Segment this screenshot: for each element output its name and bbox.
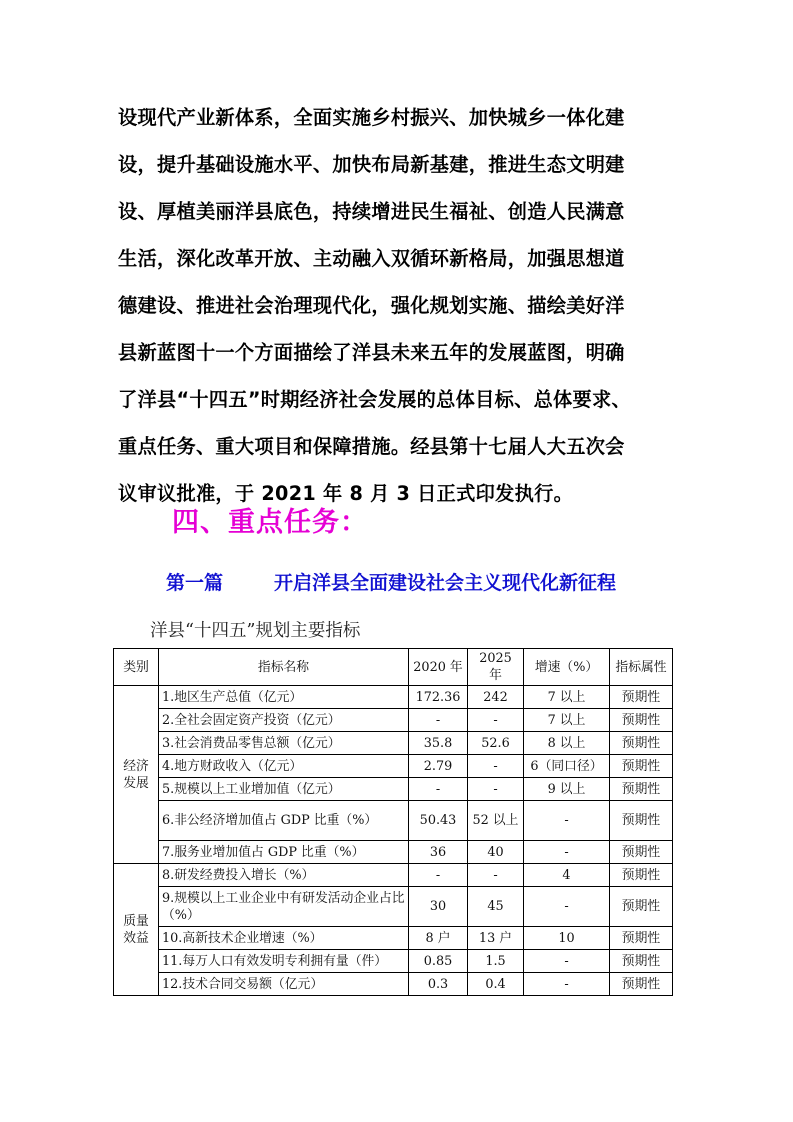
indicator-name-cell: 12.技术合同交易额（亿元） [159,973,409,996]
attribute-cell: 预期性 [610,709,673,732]
growth-cell: - [524,801,610,841]
header-2020: 2020 年 [409,649,468,686]
chapter-label: 第一篇 [166,572,224,594]
value-2025-cell: 52.6 [468,732,524,755]
header-2025: 2025 年 [468,649,524,686]
attribute-cell: 预期性 [610,927,673,950]
paragraph-line: 设、厚植美丽洋县底色，持续增进民生福祉、创造人民满意 [118,200,625,223]
growth-cell: - [524,950,610,973]
paragraph-line: 德建设、推进社会治理现代化，强化规划实施、描绘美好洋 [118,294,625,317]
growth-cell: - [524,973,610,996]
paragraph-line: 议审议批准，于 2021 年 8 月 3 日正式印发执行。 [118,482,574,505]
paragraph-line: 生活，深化改革开放、主动融入双循环新格局，加强思想道 [118,247,625,270]
value-2020-cell: 0.3 [409,973,468,996]
attribute-cell: 预期性 [610,841,673,864]
growth-cell: 4 [524,864,610,887]
table-row [114,686,673,709]
indicator-name-cell: 11.每万人口有效发明专利拥有量（件） [159,950,409,973]
value-2025-cell: 13 户 [468,927,524,950]
chapter-title: 开启洋县全面建设社会主义现代化新征程 [274,572,617,594]
table-header-row [114,649,673,686]
indicator-name-cell: 4.地方财政收入（亿元） [159,755,409,778]
value-2025-cell: - [468,709,524,732]
attribute-cell: 预期性 [610,732,673,755]
table-row [114,864,673,887]
value-2025-cell: 45 [468,887,524,927]
body-paragraph [118,94,678,517]
value-2025-cell: - [468,864,524,887]
paragraph-line: 设现代产业新体系，全面实施乡村振兴、加快城乡一体化建 [118,106,625,129]
table-row [114,778,673,801]
section-heading: 四、重点任务： [172,507,368,538]
value-2025-cell: 0.4 [468,973,524,996]
indicators-table [113,648,673,996]
value-2020-cell: - [409,864,468,887]
indicator-name-cell: 1.地区生产总值（亿元） [159,686,409,709]
growth-cell: 7 以上 [524,686,610,709]
value-2020-cell: 172.36 [409,686,468,709]
header-indicator-name: 指标名称 [159,649,409,686]
paragraph-line: 重点任务、重大项目和保障措施。经县第十七届人大五次会 [118,435,625,458]
attribute-cell: 预期性 [610,801,673,841]
paragraph-line: 了洋县“十四五”时期经济社会发展的总体目标、总体要求、 [118,388,632,411]
table-row [114,973,673,996]
growth-cell: 10 [524,927,610,950]
table-row [114,709,673,732]
indicator-name-cell: 2.全社会固定资产投资（亿元） [159,709,409,732]
attribute-cell: 预期性 [610,755,673,778]
attribute-cell: 预期性 [610,950,673,973]
value-2020-cell: 36 [409,841,468,864]
table-row [114,927,673,950]
header-growth: 增速（%） [524,649,610,686]
table-row [114,841,673,864]
value-2020-cell: 35.8 [409,732,468,755]
paragraph-line: 设，提升基础设施水平、加快布局新基建，推进生态文明建 [118,153,625,176]
value-2020-cell: - [409,778,468,801]
table-row [114,732,673,755]
indicator-name-cell: 6.非公经济增加值占 GDP 比重（%） [159,801,409,841]
value-2025-cell: - [468,755,524,778]
value-2020-cell: 50.43 [409,801,468,841]
table-row [114,950,673,973]
value-2025-cell: 52 以上 [468,801,524,841]
growth-cell: - [524,887,610,927]
table-row [114,755,673,778]
value-2020-cell: 30 [409,887,468,927]
attribute-cell: 预期性 [610,778,673,801]
value-2020-cell: 8 户 [409,927,468,950]
paragraph-line: 县新蓝图十一个方面描绘了洋县未来五年的发展蓝图，明确 [118,341,625,364]
category-cell: 质量效益 [114,864,159,996]
attribute-cell: 预期性 [610,973,673,996]
growth-cell: 7 以上 [524,709,610,732]
growth-cell: - [524,841,610,864]
value-2020-cell: 2.79 [409,755,468,778]
value-2020-cell: 0.85 [409,950,468,973]
table-row [114,801,673,841]
attribute-cell: 预期性 [610,887,673,927]
table-title: 洋县“十四五”规划主要指标 [150,621,361,641]
header-category: 类别 [114,649,159,686]
growth-cell: 6（同口径） [524,755,610,778]
table-row [114,887,673,927]
chapter-heading [166,568,616,595]
value-2020-cell: - [409,709,468,732]
attribute-cell: 预期性 [610,864,673,887]
value-2025-cell: 1.5 [468,950,524,973]
value-2025-cell: 40 [468,841,524,864]
attribute-cell: 预期性 [610,686,673,709]
header-attribute: 指标属性 [610,649,673,686]
indicator-name-cell: 5.规模以上工业增加值（亿元） [159,778,409,801]
growth-cell: 8 以上 [524,732,610,755]
value-2025-cell: - [468,778,524,801]
growth-cell: 9 以上 [524,778,610,801]
indicator-name-cell: 7.服务业增加值占 GDP 比重（%） [159,841,409,864]
indicator-name-cell: 9.规模以上工业企业中有研发活动企业占比（%） [159,887,409,927]
indicator-name-cell: 8.研发经费投入增长（%） [159,864,409,887]
category-cell: 经济发展 [114,686,159,864]
indicator-name-cell: 3.社会消费品零售总额（亿元） [159,732,409,755]
indicator-name-cell: 10.高新技术企业增速（%） [159,927,409,950]
value-2025-cell: 242 [468,686,524,709]
